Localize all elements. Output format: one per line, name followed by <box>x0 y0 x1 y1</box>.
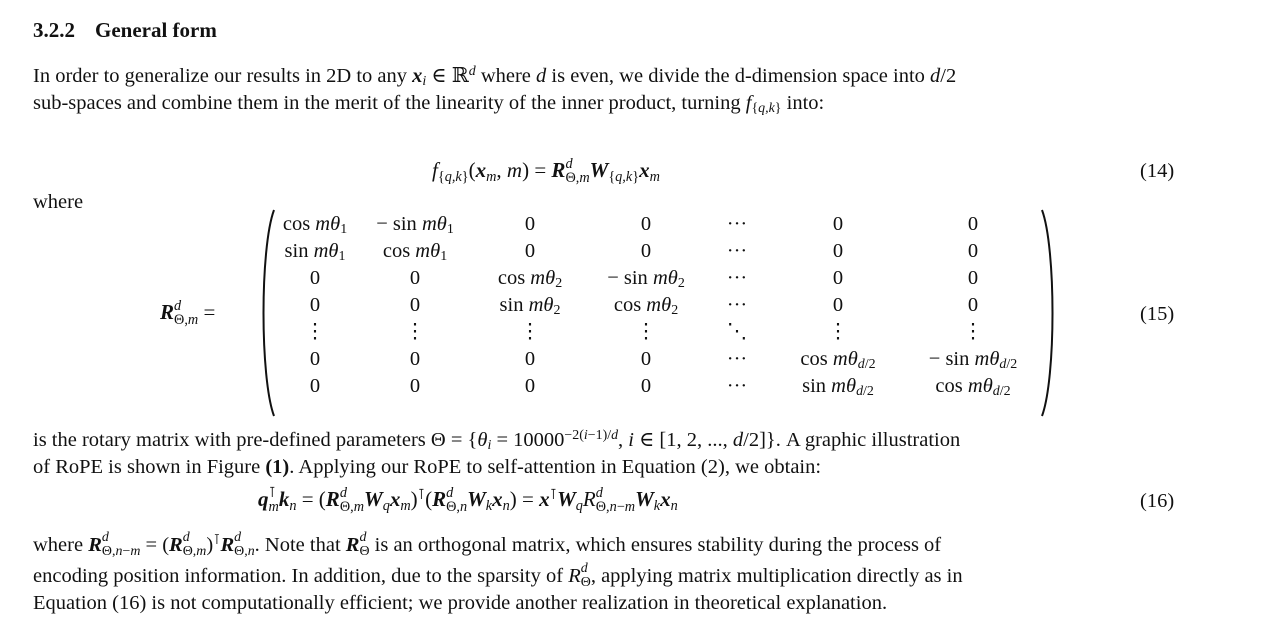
matrix-cell: 0 <box>832 267 844 289</box>
matrix-cell: $\sin m\theta_1$ <box>284 240 346 265</box>
matrix-cell: ··· <box>726 348 748 370</box>
matrix-cell: 0 <box>309 267 321 289</box>
equation-14-number: (14) <box>1140 160 1175 182</box>
matrix-cell: ··· <box>726 375 748 397</box>
closing-text-2a: encoding position information. In addition, due to the sparsity of <box>33 565 564 587</box>
matrix-row <box>272 292 1040 319</box>
matrix-cell: − $\sin m\theta_1$ <box>376 213 454 238</box>
matrix-cell: ⋮ <box>304 321 326 343</box>
equation-15-number: (15) <box>1140 303 1175 325</box>
after-matrix-text-1b: . A graphic illustration <box>775 429 961 451</box>
matrix-cell: 0 <box>524 375 536 397</box>
closing-line-1: where R d Θ,n−m = (R d Θ,m )⊺R d Θ,n . Note that R d Θ is an orthogonal matrix, which ensures stability during the process of <box>33 530 942 560</box>
equation-16: q ⊺ m $k_n = (R$ d Θ,m $W_qx_m)^⊺(R$ d Θ,n $W_kx_n) = x^⊺W_qR$ d Θ,n−m $W_kx_n$ <box>258 485 678 516</box>
matrix-row <box>272 265 1040 292</box>
matrix-cell: − $\sin m\theta_{d/2}$ <box>928 348 1018 373</box>
matrix-cell: $\sin m\theta_2$ <box>499 294 561 319</box>
matrix-cell: 0 <box>640 240 652 262</box>
intro-text-1b: where <box>480 65 531 87</box>
closing-line-2: encoding position information. In addition, due to the sparsity of R d Θ , applying matrix multiplication directly as in <box>33 561 963 591</box>
intro-text-2a: sub-spaces and combine them in the merit of the linearity of the inner product, turning <box>33 92 741 114</box>
matrix-cell: $\cos m\theta_1$ <box>282 213 348 238</box>
after-matrix-text-2a: of RoPE is shown in Figure <box>33 456 261 478</box>
matrix-cell: $\cos m\theta_{d/2}$ <box>935 375 1011 400</box>
closing-text-1c: is an orthogonal matrix, which ensures stability during the process of <box>374 534 942 556</box>
matrix-cell: ⋮ <box>519 321 541 343</box>
matrix-row <box>272 373 1040 400</box>
matrix-cell: 0 <box>309 375 321 397</box>
matrix-cell: $\cos m\theta_{d/2}$ <box>800 348 876 373</box>
after-matrix-line-2 <box>33 454 821 481</box>
matrix-cell: ⋮ <box>827 321 849 343</box>
equation-16-number: (16) <box>1140 490 1175 512</box>
intro-text-2b: into: <box>786 92 825 114</box>
matrix-cell: 0 <box>524 240 536 262</box>
closing-text-1b: . Note that <box>254 534 341 556</box>
matrix-cell: 0 <box>409 294 421 316</box>
after-matrix-text-2b: . Applying our RoPE to self-attention in Equation (2), we obtain: <box>289 456 822 478</box>
matrix-row <box>272 346 1040 373</box>
equation-14: $f_{\{q,k\}}(x_m$, m) = R d Θ,m $W_{\{q,k\}}x_m$ <box>432 156 660 187</box>
matrix-cell: ··· <box>726 267 748 289</box>
intro-text-1c: is even, we divide the d-dimension space into <box>551 65 925 87</box>
matrix-cell: $\cos m\theta_1$ <box>382 240 448 265</box>
intro-text-1a: In order to generalize our results in 2D to any <box>33 65 408 87</box>
matrix-cell: ⋮ <box>404 321 426 343</box>
right-paren <box>1040 208 1058 418</box>
matrix-cell: 0 <box>832 213 844 235</box>
matrix-cell: 0 <box>309 348 321 370</box>
matrix-cell: 0 <box>967 294 979 316</box>
section-heading <box>33 18 217 43</box>
rotary-matrix <box>258 208 1058 420</box>
matrix-cell: 0 <box>967 267 979 289</box>
matrix-cell: 0 <box>832 294 844 316</box>
matrix-cell: 0 <box>967 240 979 262</box>
intro-line-2: sub-spaces and combine them in the merit of the linearity of the inner product, turning $f_{\{q,k\}}$ into: <box>33 92 825 117</box>
after-matrix-text-1a: is the rotary matrix with pre-defined parameters <box>33 429 426 451</box>
closing-line-3: Equation (16) is not computationally efficient; we provide another realization in theoretical explanation. <box>33 592 888 614</box>
matrix-cell: 0 <box>524 348 536 370</box>
closing-text-1a: where <box>33 534 84 556</box>
section-number: 3.2.2 <box>33 18 75 42</box>
matrix-cell: 0 <box>640 348 652 370</box>
matrix-cell: 0 <box>524 213 536 235</box>
matrix-cell: 0 <box>309 294 321 316</box>
matrix-cell: $\sin m\theta_{d/2}$ <box>802 375 874 400</box>
matrix-cell: $\cos m\theta_2$ <box>613 294 679 319</box>
matrix-cell: 0 <box>409 375 421 397</box>
matrix-cell: ··· <box>726 294 748 316</box>
matrix-table <box>272 211 1040 400</box>
matrix-row <box>272 211 1040 238</box>
equation-15-lhs: R d Θ,m = <box>160 298 216 329</box>
matrix-cell: − $\sin m\theta_2$ <box>607 267 685 292</box>
matrix-cell: 0 <box>640 213 652 235</box>
section-title: General form <box>95 18 217 42</box>
matrix-cell: ⋮ <box>962 321 984 343</box>
matrix-row <box>272 319 1040 346</box>
where-label: where <box>33 191 84 213</box>
matrix-cell: 0 <box>967 213 979 235</box>
matrix-cell: 0 <box>832 240 844 262</box>
matrix-cell: ⋱ <box>726 321 748 343</box>
matrix-cell: 0 <box>409 348 421 370</box>
figure-ref[interactable]: (1) <box>265 456 290 478</box>
matrix-row <box>272 238 1040 265</box>
matrix-cell: 0 <box>640 375 652 397</box>
matrix-cell: ··· <box>726 213 748 235</box>
matrix-cell: ··· <box>726 240 748 262</box>
after-matrix-line-1: is the rotary matrix with pre-defined parameters $\Theta = \{\theta_i = 10000^{-2(i-1)/d}$, i ∈ [1, 2, ..., d/2]}. A graphic illustration <box>33 428 961 454</box>
matrix-cell: 0 <box>409 267 421 289</box>
matrix-cell: $\cos m\theta_2$ <box>497 267 563 292</box>
intro-line-1: In order to generalize our results in 2D to any $x_i$ ∈ ℝ$^d$ where d is even, we divide the d-dimension space into d/2 <box>33 64 957 90</box>
matrix-cell: ⋮ <box>635 321 657 343</box>
closing-text-2b: , applying matrix multiplication directly as in <box>590 565 963 587</box>
